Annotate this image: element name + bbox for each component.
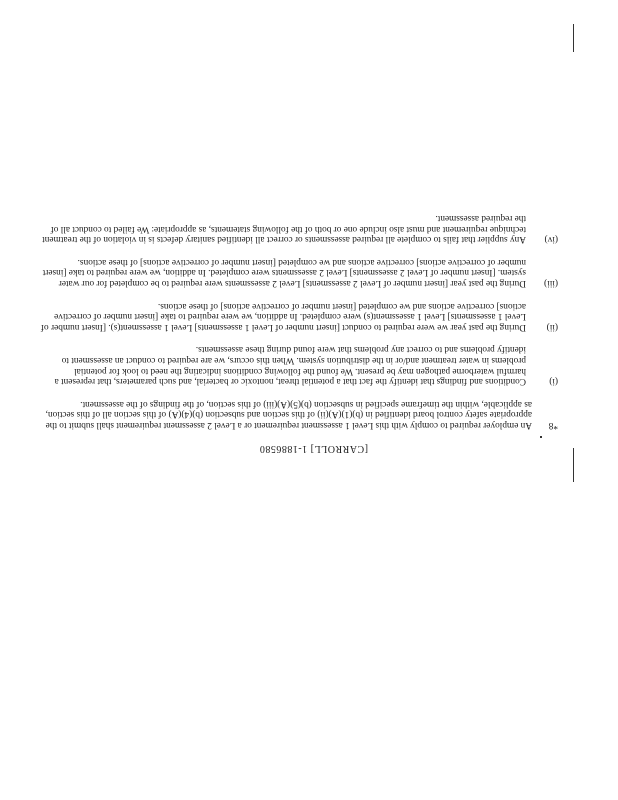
paragraph-text: Any supplier that fails to complete all required assessments or correct all identified sanitary defects is in violation of the treatment technique requirement and must also include one or both of the following statements, as appropriate: We failed to conduct all of the required assessment. <box>42 213 526 245</box>
paragraph-ii <box>38 300 558 332</box>
paragraph-marker: *8 <box>548 420 558 430</box>
paragraph-text: During the past year we were required to conduct [insert number of Level 1 assessments] Level 1 assessment(s). [Insert number of Level 1 assessments] Level 1 assessment(s) were completed. In addition, we were required to take [insert number of corrective actions] corrective actions and we completed [insert number of corrective actions] of these actions. <box>40 300 526 332</box>
paragraph-marker: (i) <box>549 376 558 387</box>
paragraph-marker: (iv) <box>544 234 558 245</box>
paragraph-iv <box>38 213 558 245</box>
margin-tick <box>540 436 542 438</box>
paragraph-text: Conditions and findings that identify the fact that a potential threat, nontoxic or bacterial, and such parameters, that represent a harmful waterborne pathogen may be present. We found the following conditions indicating the need to look for potential problems in water treatment and/or in the distribution system. When this occurs, we are required to conduct an assessment to identify problems and to correct any problems that were found during these assessments. <box>54 344 526 387</box>
paragraph-i <box>38 344 558 386</box>
margin-rule-top <box>573 448 574 482</box>
paragraph-marker: (iii) <box>544 278 558 289</box>
margin-rule-bottom <box>573 24 574 52</box>
paragraph-text: An employer required to comply with this Level 1 assessment requirement or a Level 2 assessment requirement shall submit to the appropriate safety control board identified in (b)(1)(A)(ii) of this section and subsection (b)(4)(A) of this section all of this section, as applicable, within the timeframe specified in subsection (b)(5)(A)(iii) of this section, of the findings of the assessment. <box>45 398 532 430</box>
paragraph-iii <box>38 256 558 288</box>
paragraph-text: During the past year [insert number of Level 2 assessments] Level 2 assessments were required to be completed for our water system. [Insert number of Level 2 assessments] Level 2 assessments were completed. In addition, we were required to take [insert number of corrective actions] corrective actions and we completed [insert number of corrective actions] of these actions. <box>42 256 526 289</box>
paragraph-8 <box>38 398 558 430</box>
document-header: [CARROLL] 1-1886580 <box>259 443 368 454</box>
paragraph-marker: (ii) <box>546 321 558 332</box>
document-body <box>38 201 558 431</box>
